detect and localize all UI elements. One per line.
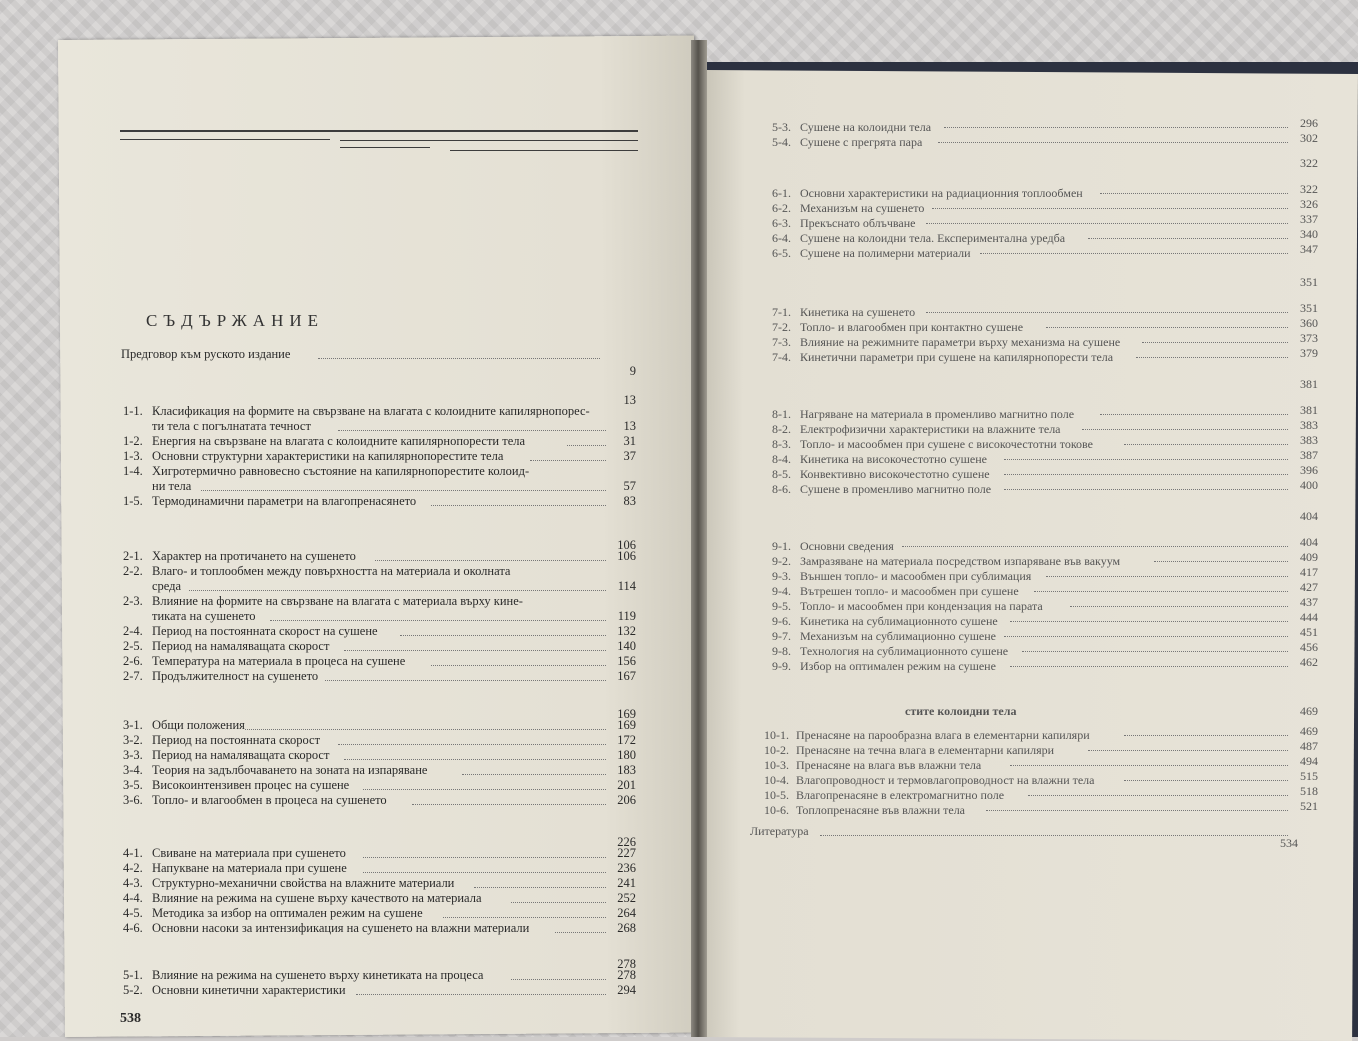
item-text: Пренасяне на течна влага в елементарни капиляри xyxy=(796,743,1055,757)
item-code: 5-3. xyxy=(772,120,791,134)
item-code: 3-2. xyxy=(123,733,143,747)
item-code: 9-9. xyxy=(772,659,791,673)
leader-dots xyxy=(1088,238,1288,239)
leader-dots xyxy=(1070,606,1288,607)
item-text: Методика за избор на оптимален режим на сушене xyxy=(152,906,423,920)
item-text: Класификация на формите на свързване на влагата с колоидните капилярнопорес- xyxy=(152,404,590,418)
item-text: Влаго- и топлообмен между повърхността на материала и околната xyxy=(152,564,511,578)
item-code: 8-2. xyxy=(772,422,791,436)
item-page: 383 xyxy=(1300,418,1318,432)
decor-rule-left xyxy=(120,139,330,140)
item-page: 404 xyxy=(1300,535,1318,549)
item-code: 9-4. xyxy=(772,584,791,598)
item-code: 1-4. xyxy=(123,464,143,478)
item-code: 3-3. xyxy=(123,748,143,762)
item-page: 201 xyxy=(617,778,636,792)
item-page: 169 xyxy=(617,718,636,732)
leader-dots xyxy=(944,127,1288,128)
leader-dots xyxy=(431,665,606,666)
item-text: Период на намаляващата скорост xyxy=(152,748,330,762)
item-text: Сушене в променливо магнитно поле xyxy=(800,482,992,496)
item-code: 10-1. xyxy=(764,728,789,742)
item-page: 172 xyxy=(617,733,636,747)
item-text: Прекъснато облъчване xyxy=(800,216,916,230)
item-page: 132 xyxy=(617,624,636,638)
item-page: 31 xyxy=(623,434,636,448)
leader-dots xyxy=(1100,414,1288,415)
leader-dots xyxy=(344,650,606,651)
item-page: 114 xyxy=(617,579,636,593)
item-code: 2-6. xyxy=(123,654,143,668)
item-code: 8-1. xyxy=(772,407,791,421)
item-code: 9-5. xyxy=(772,599,791,613)
item-text: Енергия на свързване на влагата с колоидните капилярнопорести тела xyxy=(152,434,526,448)
item-page: 183 xyxy=(617,763,636,777)
item-text: Период на намаляващата скорост xyxy=(152,639,330,653)
item-code: 3-6. xyxy=(123,793,143,807)
leader-dots xyxy=(1010,765,1288,766)
literature-entry: Литература xyxy=(750,824,809,838)
chapter-page: 278 xyxy=(617,957,636,971)
item-page: 494 xyxy=(1300,754,1318,768)
item-text: Свиване на материала при сушенето xyxy=(152,846,346,860)
item-code: 2-2. xyxy=(123,564,143,578)
leader-dots xyxy=(1010,621,1288,622)
item-page: 444 xyxy=(1300,610,1318,624)
item-code: 9-8. xyxy=(772,644,791,658)
item-page: 515 xyxy=(1300,769,1318,783)
leader-dots xyxy=(1088,750,1288,751)
leader-dots xyxy=(431,505,606,506)
item-page: 437 xyxy=(1300,595,1318,609)
item-page: 383 xyxy=(1300,433,1318,447)
item-code: 7-1. xyxy=(772,305,791,319)
preface-entry: Предговор към руското издание xyxy=(121,347,291,361)
item-page: 379 xyxy=(1300,346,1318,360)
leader-dots xyxy=(1004,474,1288,475)
item-code: 3-4. xyxy=(123,763,143,777)
item-text: ни тела xyxy=(152,479,192,493)
item-text: Кинетика на високочестотно сушене xyxy=(800,452,987,466)
item-text: Основни характеристики на радиационния топлообмен xyxy=(800,186,1083,200)
leader-dots xyxy=(1028,795,1288,796)
item-text: Топло- и масообмен при кондензация на парата xyxy=(800,599,1043,613)
item-code: 4-2. xyxy=(123,861,143,875)
item-code: 1-2. xyxy=(123,434,143,448)
item-text: Топло- и масообмен при сушене с високочестотни токове xyxy=(800,437,1093,451)
leader-dots xyxy=(363,789,606,790)
leader-dots xyxy=(201,490,606,491)
item-code: 2-3. xyxy=(123,594,143,608)
item-text: Хигротермично равновесно състояние на капилярнопорестите колоид- xyxy=(152,464,530,478)
item-code: 10-4. xyxy=(764,773,789,787)
item-code: 9-7. xyxy=(772,629,791,643)
item-code: 6-3. xyxy=(772,216,791,230)
chapter-page: 106 xyxy=(617,538,636,552)
leader-dots xyxy=(926,223,1288,224)
item-text: Конвективно високочестотно сушене xyxy=(800,467,990,481)
item-code: 3-1. xyxy=(123,718,143,732)
item-text: Продължителност на сушенето xyxy=(152,669,319,683)
leader-dots xyxy=(325,680,606,681)
item-code: 1-5. xyxy=(123,494,143,508)
item-page: 387 xyxy=(1300,448,1318,462)
chapter-page: 469 xyxy=(1300,704,1318,718)
item-text: Кинетика на сублимационното сушене xyxy=(800,614,998,628)
preface-page: 9 xyxy=(629,364,636,378)
item-text: Влияние на режима на сушене върху качеството на материала xyxy=(152,891,482,905)
item-page: 521 xyxy=(1300,799,1318,813)
item-text: Сушене на колоидни тела. Експериментална уредба xyxy=(800,231,1066,245)
item-page: 83 xyxy=(623,494,636,508)
item-text: Период на постоянната скорост xyxy=(152,733,321,747)
item-code: 5-1. xyxy=(123,968,143,982)
item-page: 487 xyxy=(1300,739,1318,753)
item-text: Кинетични параметри при сушене на капилярнопорести тела xyxy=(800,350,1114,364)
item-code: 7-3. xyxy=(772,335,791,349)
decor-rule-right xyxy=(340,140,638,141)
item-page: 409 xyxy=(1300,550,1318,564)
chapter-page: 381 xyxy=(1300,377,1318,391)
item-text: среда xyxy=(152,579,182,593)
item-code: 6-2. xyxy=(772,201,791,215)
decor-rule-short xyxy=(340,147,430,148)
item-page: 427 xyxy=(1300,580,1318,594)
item-text: Влияние на формите на свързване на влагата с материала върху кине- xyxy=(152,594,523,608)
item-text: Влияние на режима на сушенето върху кинетиката на процеса xyxy=(152,968,484,982)
leader-dots xyxy=(462,774,606,775)
leader-dots xyxy=(1004,489,1288,490)
item-page: 456 xyxy=(1300,640,1318,654)
item-text: Пренасяне на влага във влажни тела xyxy=(796,758,982,772)
item-code: 9-3. xyxy=(772,569,791,583)
item-text: Характер на протичането на сушенето xyxy=(152,549,356,563)
item-text: Влияние на режимните параметри върху механизма на сушене xyxy=(800,335,1121,349)
item-code: 4-1. xyxy=(123,846,143,860)
leader-dots xyxy=(344,759,606,760)
item-code: 7-2. xyxy=(772,320,791,334)
item-code: 10-6. xyxy=(764,803,789,817)
item-page: 37 xyxy=(623,449,636,463)
leader-dots xyxy=(926,312,1288,313)
item-page: 180 xyxy=(617,748,636,762)
item-text: Теория на задълбочаването на зоната на изпаряване xyxy=(152,763,428,777)
item-page: 241 xyxy=(617,876,636,890)
item-code: 3-5. xyxy=(123,778,143,792)
item-page: 236 xyxy=(617,861,636,875)
item-text: Топлопренасяне във влажни тела xyxy=(796,803,966,817)
item-text: Общи положения xyxy=(152,718,245,732)
item-page: 326 xyxy=(1300,197,1318,211)
item-page: 294 xyxy=(617,983,636,997)
item-page: 268 xyxy=(617,921,636,935)
leader-dots xyxy=(986,810,1288,811)
item-code: 6-5. xyxy=(772,246,791,260)
item-page: 347 xyxy=(1300,242,1318,256)
item-page: 469 xyxy=(1300,724,1318,738)
leader-dots xyxy=(932,208,1288,209)
leader-dots xyxy=(363,872,606,873)
item-code: 2-5. xyxy=(123,639,143,653)
leader-dots xyxy=(1034,591,1288,592)
item-code: 8-5. xyxy=(772,467,791,481)
chapter-page: 226 xyxy=(617,835,636,849)
item-page: 278 xyxy=(617,968,636,982)
leader-dots xyxy=(980,253,1288,254)
item-page: 140 xyxy=(617,639,636,653)
leader-dots xyxy=(511,902,606,903)
item-code: 4-3. xyxy=(123,876,143,890)
item-code: 9-6. xyxy=(772,614,791,628)
item-page: 227 xyxy=(617,846,636,860)
item-text: Топло- и влагообмен в процеса на сушенето xyxy=(152,793,387,807)
item-page: 340 xyxy=(1300,227,1318,241)
item-text: Вътрешен топло- и масообмен при сушене xyxy=(800,584,1019,598)
item-page: 106 xyxy=(617,549,636,563)
item-text: Структурно-механични свойства на влажните материали xyxy=(152,876,455,890)
item-text: Температура на материала в процеса на сушене xyxy=(152,654,406,668)
item-code: 10-5. xyxy=(764,788,789,802)
leader-dots xyxy=(1004,459,1288,460)
item-text: Основни кинетични характеристики xyxy=(152,983,346,997)
item-code: 4-4. xyxy=(123,891,143,905)
leader-dots xyxy=(1046,576,1288,577)
item-page: 400 xyxy=(1300,478,1318,492)
leader-dots xyxy=(270,620,606,621)
leader-dots xyxy=(1010,666,1288,667)
item-text: Сушене с прегрята пара xyxy=(800,135,923,149)
chapter-page: 13 xyxy=(623,393,636,407)
item-code: 2-1. xyxy=(123,549,143,563)
chapter-page: 351 xyxy=(1300,275,1318,289)
item-text: Основни сведения xyxy=(800,539,894,553)
item-code: 8-3. xyxy=(772,437,791,451)
item-page: 296 xyxy=(1300,116,1318,130)
leader-dots xyxy=(400,635,606,636)
leader-dots xyxy=(530,460,606,461)
leader-dots xyxy=(1022,651,1288,652)
item-page: 518 xyxy=(1300,784,1318,798)
item-page: 57 xyxy=(623,479,636,493)
item-page: 302 xyxy=(1300,131,1318,145)
item-page: 351 xyxy=(1300,301,1318,315)
item-page: 167 xyxy=(617,669,636,683)
item-code: 2-7. xyxy=(123,669,143,683)
item-text: Основни насоки за интензификация на сушенето на влажни материали xyxy=(152,921,530,935)
leader-dots xyxy=(1100,193,1288,194)
item-code: 8-4. xyxy=(772,452,791,466)
leader-dots xyxy=(1124,444,1288,445)
item-text: Механизъм на сушенето xyxy=(800,201,925,215)
item-text: Външен топло- и масообмен при сублимация xyxy=(800,569,1032,583)
leader-dots xyxy=(1136,357,1288,358)
leader-dots xyxy=(1142,342,1288,343)
item-code: 4-6. xyxy=(123,921,143,935)
item-text: Напукване на материала при сушене xyxy=(152,861,347,875)
item-text: Нагряване на материала в променливо магнитно поле xyxy=(800,407,1075,421)
item-code: 1-3. xyxy=(123,449,143,463)
item-page: 451 xyxy=(1300,625,1318,639)
item-code: 7-4. xyxy=(772,350,791,364)
leader-dots xyxy=(1046,327,1288,328)
item-page: 119 xyxy=(617,609,636,623)
chapter-page: 169 xyxy=(617,707,636,721)
item-code: 10-2. xyxy=(764,743,789,757)
leader-dots xyxy=(412,804,606,805)
item-page: 381 xyxy=(1300,403,1318,417)
leader-dots xyxy=(356,994,606,995)
leader-dots xyxy=(820,835,1288,836)
item-page: 417 xyxy=(1300,565,1318,579)
item-code: 6-4. xyxy=(772,231,791,245)
item-text: Сушене на колоидни тела xyxy=(800,120,932,134)
chapter-title-cont: стите колоидни тела xyxy=(905,704,1017,718)
chapter-page: 322 xyxy=(1300,156,1318,170)
item-code: 1-1. xyxy=(123,404,143,418)
item-page: 396 xyxy=(1300,463,1318,477)
book-gutter xyxy=(691,40,707,1037)
leader-dots xyxy=(245,729,606,730)
leader-dots xyxy=(1154,561,1288,562)
leader-dots xyxy=(338,744,606,745)
item-code: 4-5. xyxy=(123,906,143,920)
item-page: 252 xyxy=(617,891,636,905)
item-text: Период на постоянната скорост на сушене xyxy=(152,624,378,638)
item-text: Механизъм на сублимационно сушене xyxy=(800,629,997,643)
item-page: 337 xyxy=(1300,212,1318,226)
item-code: 8-6. xyxy=(772,482,791,496)
item-page: 462 xyxy=(1300,655,1318,669)
page-number: 538 xyxy=(120,1011,141,1026)
leader-dots xyxy=(338,430,606,431)
item-code: 5-4. xyxy=(772,135,791,149)
item-code: 9-1. xyxy=(772,539,791,553)
item-text: Технология на сублимационното сушене xyxy=(800,644,1009,658)
decor-rule-end xyxy=(450,150,638,151)
item-text: Пренасяне на парообразна влага в елементарни капиляри xyxy=(796,728,1090,742)
item-text: Термодинамични параметри на влагопренасянето xyxy=(152,494,417,508)
leader-dots xyxy=(474,887,606,888)
leader-dots xyxy=(1124,780,1288,781)
leader-dots xyxy=(443,917,606,918)
leader-dots xyxy=(1004,636,1288,637)
item-text: Влагопренасяне в електромагнитно поле xyxy=(796,788,1005,802)
decor-rule-top xyxy=(120,130,638,132)
leader-dots xyxy=(902,546,1288,547)
literature-page: 534 xyxy=(1280,836,1298,850)
item-page: 373 xyxy=(1300,331,1318,345)
leader-dots xyxy=(363,857,606,858)
leader-dots xyxy=(511,979,606,980)
item-page: 156 xyxy=(617,654,636,668)
item-code: 2-4. xyxy=(123,624,143,638)
item-text: Влагопроводност и термовлагопроводност на влажни тела xyxy=(796,773,1095,787)
toc-heading: СЪДЪРЖАНИЕ xyxy=(146,311,325,330)
item-text: Основни структурни характеристики на капилярнопорестите тела xyxy=(152,449,504,463)
item-page: 360 xyxy=(1300,316,1318,330)
leader-dots xyxy=(189,590,606,591)
item-text: Високоинтензивен процес на сушене xyxy=(152,778,350,792)
leader-dots xyxy=(938,142,1288,143)
item-code: 6-1. xyxy=(772,186,791,200)
leader-dots xyxy=(318,358,600,359)
item-text: Замразяване на материала посредством изпаряване във вакуум xyxy=(800,554,1121,568)
item-page: 322 xyxy=(1300,182,1318,196)
item-text: Електрофизични характеристики на влажните тела xyxy=(800,422,1061,436)
item-text: Сушене на полимерни материали xyxy=(800,246,971,260)
leader-dots xyxy=(1124,735,1288,736)
item-text: Кинетика на сушенето xyxy=(800,305,916,319)
item-code: 10-3. xyxy=(764,758,789,772)
leader-dots xyxy=(1082,429,1288,430)
item-code: 5-2. xyxy=(123,983,143,997)
item-text: ти тела с погълнатата течност xyxy=(152,419,311,433)
item-text: тиката на сушенето xyxy=(152,609,256,623)
item-page: 206 xyxy=(617,793,636,807)
item-code: 9-2. xyxy=(772,554,791,568)
leader-dots xyxy=(375,560,606,561)
chapter-page: 404 xyxy=(1300,509,1318,523)
item-page: 264 xyxy=(617,906,636,920)
item-text: Топло- и влагообмен при контактно сушене xyxy=(800,320,1024,334)
item-page: 13 xyxy=(623,419,636,433)
item-text: Избор на оптимален режим на сушене xyxy=(800,659,996,673)
